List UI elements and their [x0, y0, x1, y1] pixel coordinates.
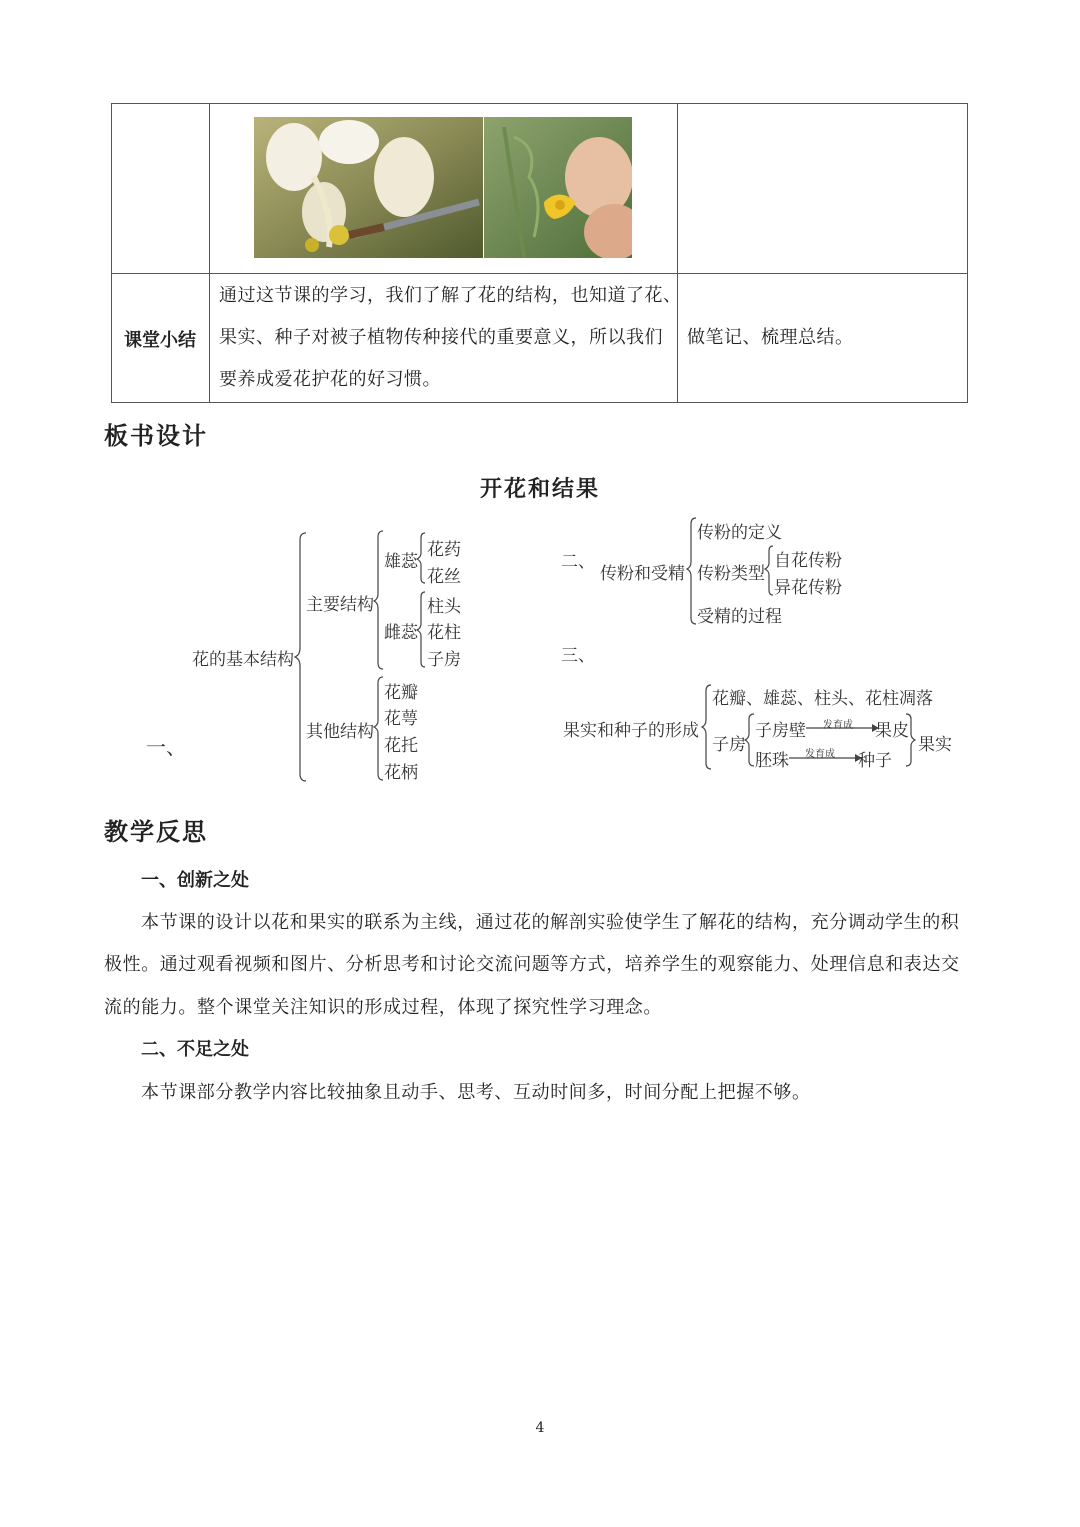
- student-activity: 做笔记、梳理总结。: [687, 327, 854, 348]
- reflection-heading: 教学反思: [104, 817, 208, 846]
- stamen: 雄蕊: [384, 552, 418, 572]
- part2-root: 传粉和受精: [600, 564, 685, 584]
- arrow-label-2: 发育成: [805, 749, 835, 760]
- pollination-types: 传粉类型: [697, 564, 765, 584]
- main-structure: 主要结构: [306, 595, 374, 615]
- para1-line1: 本节课的设计以花和果实的联系为主线，通过花的解剖实验使学生了解花的结构，充分调动学生的积: [141, 912, 960, 933]
- board-title: 开花和结果: [479, 476, 600, 502]
- receptacle: 花托: [384, 736, 418, 756]
- part1-number: 一、: [146, 735, 186, 759]
- arrow-label-1: 发育成: [823, 720, 853, 731]
- para2: 本节课部分教学内容比较抽象且动手、思考、互动时间多，时间分配上把握不够。: [141, 1082, 811, 1103]
- petal: 花瓣: [384, 683, 418, 703]
- pedicel: 花柄: [384, 763, 418, 783]
- part1-root: 花的基本结构: [192, 650, 294, 670]
- fruit: 果实: [918, 735, 952, 755]
- ovary-wall: 子房壁: [755, 721, 806, 741]
- filament: 花丝: [427, 567, 461, 587]
- part2-number: 二、: [561, 552, 595, 572]
- style: 花柱: [427, 623, 461, 643]
- teacher-line-1: 通过这节课的学习，我们了解了花的结构，也知道了花、: [219, 285, 682, 306]
- reflection-sub1: 一、创新之处: [141, 870, 249, 891]
- ovule: 胚珠: [755, 751, 789, 771]
- reflection-sub2: 二、不足之处: [141, 1039, 249, 1060]
- part3-root: 果实和种子的形成: [563, 721, 699, 741]
- para1-line2: 极性。通过观看视频和图片、分析思考和讨论交流问题等方式，培养学生的观察能力、处理信息和表达交: [104, 954, 960, 975]
- page-number: 4: [535, 1420, 545, 1436]
- board-heading: 板书设计: [104, 421, 208, 450]
- seed: 种子: [858, 751, 892, 771]
- withered-parts: 花瓣、雄蕊、柱头、花柱凋落: [712, 689, 933, 709]
- ovary-label: 子房: [712, 735, 746, 755]
- pistil: 雌蕊: [384, 623, 418, 643]
- other-structure: 其他结构: [306, 722, 374, 742]
- teacher-line-3: 要养成爱花护花的好习惯。: [219, 369, 441, 390]
- para1-line3: 流的能力。整个课堂关注知识的形成过程，体现了探究性学习理念。: [104, 997, 662, 1018]
- sepal: 花萼: [384, 709, 418, 729]
- ovary: 子房: [427, 650, 461, 670]
- pericarp: 果皮: [875, 721, 909, 741]
- teacher-line-2: 果实、种子对被子植物传种接代的重要意义，所以我们: [219, 327, 663, 348]
- part3-number: 三、: [561, 646, 595, 666]
- fertilization-process: 受精的过程: [697, 607, 782, 627]
- stigma: 柱头: [427, 597, 461, 617]
- self-pollination: 自花传粉: [774, 551, 842, 571]
- anther: 花药: [427, 540, 461, 560]
- cross-pollination: 异花传粉: [774, 578, 842, 598]
- summary-label: 课堂小结: [124, 330, 196, 351]
- pollination-definition: 传粉的定义: [697, 523, 782, 543]
